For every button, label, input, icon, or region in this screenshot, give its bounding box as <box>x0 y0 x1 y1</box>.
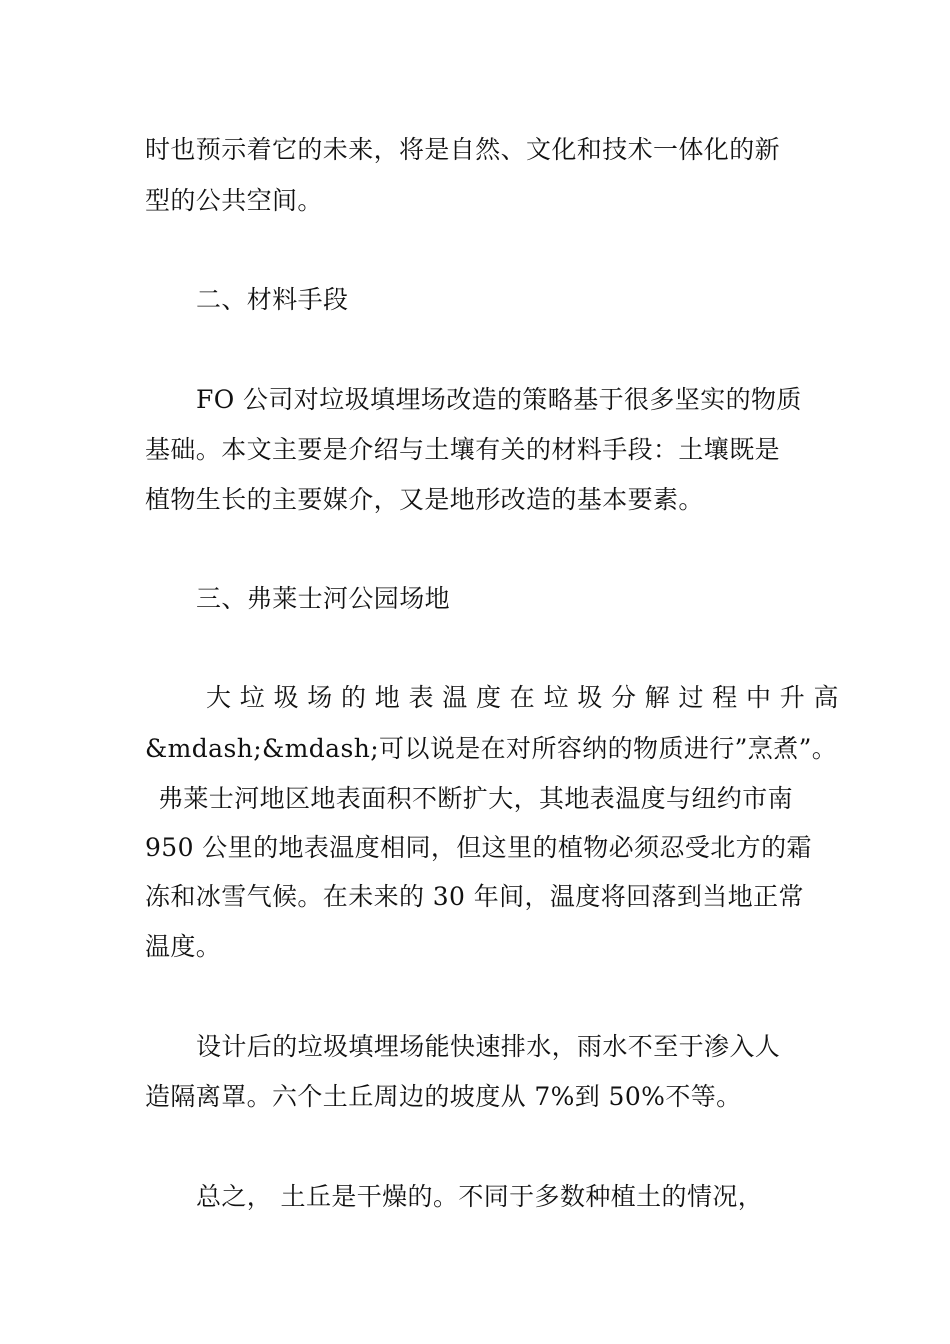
paragraph-3-line-4: 950 公里的地表温度相同，但这里的植物必须忍受北方的霜 <box>145 833 812 862</box>
paragraph-3-line-2: &mdash;&mdash;可以说是在对所容纳的物质进行”烹煮”。 <box>145 734 838 763</box>
paragraph-5-line-1: 总之， 土丘是干燥的。不同于多数种植土的情况， <box>196 1182 764 1211</box>
paragraph-3-line-1: 大 垃 圾 场 的 地 表 温 度 在 垃 圾 分 解 过 程 中 升 高 <box>206 683 839 712</box>
paragraph-3-line-5: 冻和冰雪气候。在未来的 30 年间，温度将回落到当地正常 <box>145 882 804 911</box>
paragraph-2-line-2: 基础。本文主要是介绍与土壤有关的材料手段：土壤既是 <box>145 435 781 464</box>
paragraph-1-line-2: 型的公共空间。 <box>145 186 323 215</box>
paragraph-4-line-2: 造隔离罩。六个土丘周边的坡度从 7%到 50%不等。 <box>145 1082 742 1111</box>
section-heading-materials: 二、材料手段 <box>196 285 349 314</box>
paragraph-2-line-3: 植物生长的主要媒介，又是地形改造的基本要素。 <box>145 485 704 514</box>
paragraph-3-line-6: 温度。 <box>145 932 222 961</box>
paragraph-3-line-3: 弗莱士河地区地表面积不断扩大，其地表温度与纽约市南 <box>158 784 794 813</box>
paragraph-1-line-1: 时也预示着它的未来，将是自然、文化和技术一体化的新 <box>145 135 781 164</box>
section-heading-site: 三、弗莱士河公园场地 <box>196 584 451 613</box>
paragraph-2-line-1: FO 公司对垃圾填埋场改造的策略基于很多坚实的物质 <box>196 385 802 414</box>
paragraph-4-line-1: 设计后的垃圾填埋场能快速排水，雨水不至于渗入人 <box>196 1032 781 1061</box>
